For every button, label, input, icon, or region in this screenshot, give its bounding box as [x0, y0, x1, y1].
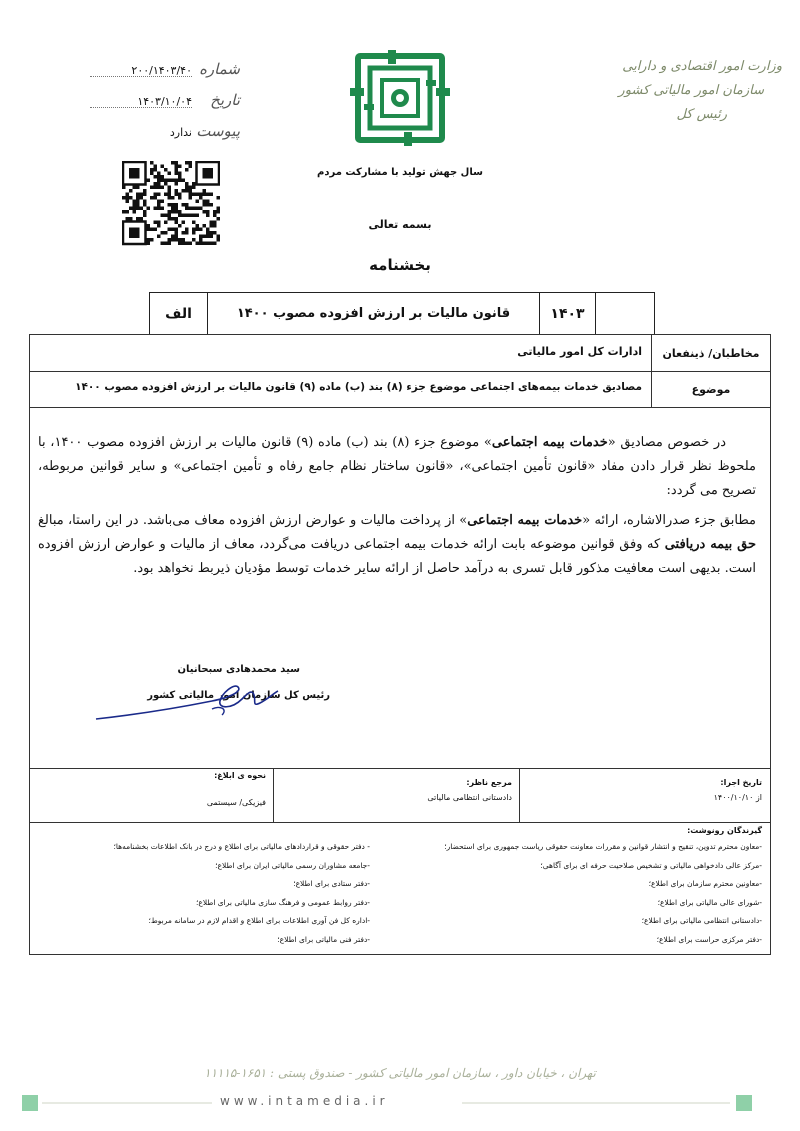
- p2-text-c: » از پرداخت مالیات و عوارض ارزش افزوده معاف می‌باشد. در این راستا، مبالغ: [38, 513, 468, 528]
- document-type-title: بخشنامه: [369, 256, 431, 274]
- cc-item: -معاونین محترم سازمان برای اطلاع؛: [648, 879, 762, 888]
- notify-value: فیزیکی/ سیستمی: [206, 798, 266, 807]
- letter-date-row: [90, 91, 240, 113]
- p1-bold-term: خدمات بیمه اجتماعی: [491, 435, 608, 450]
- attachment-row: [90, 122, 240, 144]
- supervisor-value: دادستانی انتظامی مالیاتی: [427, 793, 512, 802]
- footer-website[interactable]: www.intamedia.ir: [220, 1094, 389, 1108]
- strip-law-title: قانون مالیات بر ارزش افزوده مصوب ۱۴۰۰: [208, 293, 540, 334]
- cc-item: -شورای عالی مالیاتی برای اطلاع؛: [657, 897, 762, 907]
- recipients-value: ادارات کل امور مالیاتی: [517, 345, 642, 358]
- body-paragraph-1: [38, 431, 756, 503]
- p2-text-a: مطابق جزء صدرالاشاره، ارائه «: [582, 513, 757, 528]
- cc-item: -دفتر روابط عمومی و فرهنگ سازی مالیاتی برای اطلاع؛: [196, 897, 370, 907]
- row-divider: [30, 407, 770, 408]
- exec-date-value: از ۱۴۰۰/۱۰/۱۰: [713, 793, 762, 802]
- circular-body: [38, 431, 756, 587]
- supervisor-label: مرجع ناظر:: [466, 778, 512, 787]
- recipients-label: مخاطبان/ ذینفعان: [651, 335, 770, 371]
- p1-text-c: » موضوع جزء (۸) بند (ب) ماده (۹) قانون مالیات بر ارزش افزوده مصوب ۱۴۰۰، با ملحوظ نظر قرار دادن مفاد «قانون تأمین اجتماعی»، «قانون ساختار نظام جامع رفاه و تأمین اجتماعی» و سایر قوانین مربوطه، تصریح می گردد:: [38, 435, 756, 498]
- info-divider: [519, 768, 520, 822]
- p2-bold-premium: حق بیمه دریافتی: [664, 537, 757, 552]
- cc-item: -دفتر ستادی برای اطلاع؛: [293, 879, 370, 888]
- p1-text-a: در خصوص مصادیق «: [607, 435, 726, 450]
- footer-address: تهران ، خیابان داور ، سازمان امور مالیاتی کشور - صندوق پستی : ۱۶۵۱-۱۱۱۱۵: [204, 1066, 596, 1080]
- date-dots: [90, 107, 192, 108]
- attachment-value: ندارد: [169, 126, 192, 139]
- number-value: ۲۰۰/۱۴۰۳/۴۰: [131, 64, 192, 77]
- strip-empty-cell: [596, 293, 654, 334]
- info-divider: [273, 768, 274, 822]
- cc-item: -معاون محترم تدوین، تنقیح و انتشار قوانین و مقررات معاونت حقوقی ریاست جمهوری برای استحضار؛: [444, 842, 762, 851]
- date-value: ۱۴۰۳/۱۰/۰۴: [137, 95, 192, 108]
- p2-bold-term: خدمات بیمه اجتماعی: [467, 513, 583, 528]
- subject-value: مصادیق خدمات بیمه‌های اجتماعی موضوع جزء (۸) بند (ب) ماده (۹) قانون مالیات بر ارزش افزوده مصوب ۱۴۰۰: [75, 381, 642, 393]
- subject-label: موضوع: [651, 371, 770, 407]
- signatory-title: رئیس کل سازمان امور مالیاتی کشور: [147, 690, 330, 701]
- qr-code-icon: [122, 161, 220, 247]
- ministry-line-1: وزارت امور اقتصادی و دارایی: [622, 59, 782, 74]
- year-slogan: سال جهش تولید با مشارکت مردم: [317, 167, 483, 178]
- signature-icon: [92, 679, 282, 725]
- cc-item: -اداره کل فن آوری اطلاعات برای اطلاع و اقدام لازم در سامانه مربوط؛: [148, 916, 370, 925]
- row-divider: [30, 822, 770, 823]
- row-divider: [30, 768, 770, 769]
- cc-item: -دفتر فنی مالیاتی برای اطلاع؛: [277, 934, 370, 944]
- number-dots: [90, 76, 192, 77]
- cc-item: - دفتر حقوقی و قراردادهای مالیاتی برای اطلاع و درج در بانک اطلاعات بخشنامه‌ها؛: [113, 842, 370, 851]
- logo-seal-icon: [350, 50, 450, 146]
- strip-series-alef: الف: [150, 293, 208, 334]
- ministry-header: [582, 55, 782, 127]
- ministry-line-2: سازمان امور مالیاتی کشور: [618, 83, 764, 98]
- cc-label: گیرندگان رونوشت:: [687, 826, 762, 835]
- strip-year: ۱۴۰۳: [540, 293, 596, 334]
- bismillah: بسمه تعالی: [368, 218, 432, 231]
- letter-number-row: [90, 60, 240, 82]
- cc-item: -جامعه مشاوران رسمی مالیاتی ایران برای اطلاع؛: [215, 860, 370, 870]
- cc-item: -دفتر مرکزی حراست برای اطلاع؛: [656, 934, 762, 944]
- date-label: تاریخ: [210, 91, 240, 109]
- cc-item: -دادستانی انتظامی مالیاتی برای اطلاع؛: [641, 916, 762, 925]
- notify-label: نحوه ی ابلاغ:: [214, 771, 266, 780]
- cc-list-left: [114, 838, 371, 949]
- exec-date-label: تاریخ اجرا:: [720, 778, 762, 787]
- attachment-label: پیوست: [196, 122, 240, 140]
- ministry-line-3: رئیس کل: [676, 107, 727, 122]
- p2-text-e: که وفق قوانین موضوعه بابت ارائه خدمات بیمه اجتماعی دریافت می‌گردد، معاف از مالیات و عوارض ارزش افزوده است. بدیهی است معافیت مذکور قابل تسری به درآمد حاصل از ارائه سایر خدمات توسط مؤدیان ذیربط نخواهد بود.: [38, 537, 756, 576]
- circular-frame: [29, 334, 771, 955]
- number-label: شماره: [199, 60, 240, 78]
- subject-strip: [149, 292, 655, 335]
- signatory-name: سید محمدهادی سبحانیان: [177, 664, 300, 675]
- body-paragraph-2: [38, 509, 756, 581]
- cc-list-right: [444, 838, 762, 949]
- cc-item: -مرکز عالی دادخواهی مالیاتی و تشخیص صلاحیت حرفه ای برای آگاهی؛: [540, 860, 762, 870]
